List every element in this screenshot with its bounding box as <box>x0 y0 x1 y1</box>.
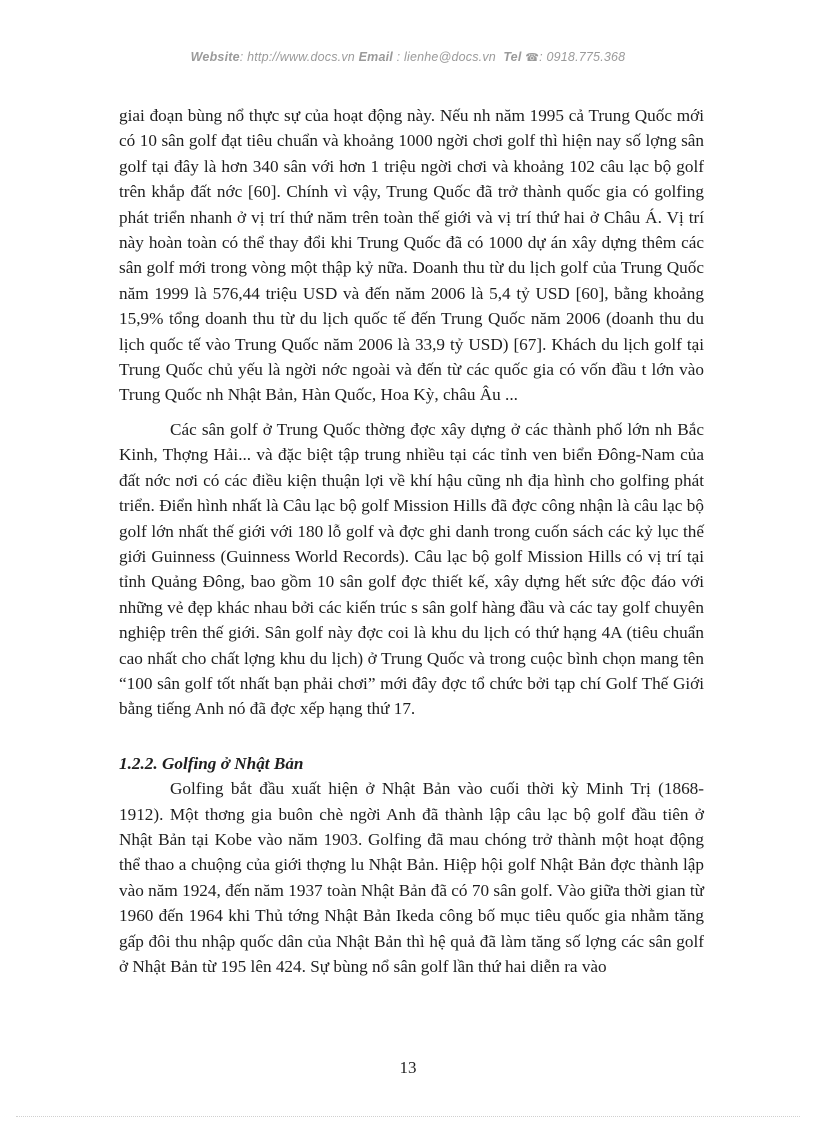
tel-label: Tel <box>503 50 522 64</box>
paragraph-2: Các sân golf ở Trung Quốc thờng đợc xây dựng ở các thành phố lớn nh Bắc Kinh, Thợng Hải... và đặc biệt tập trung nhiều tại các tỉnh ven biển Đông-Nam của đất nớc nơi có các điều kiện thuận lợi về khí hậu cũng nh địa hình cho golfing phát triển. Điển hình nhất là Câu lạc bộ golf Mission Hills đã đợc công nhận là câu lạc bộ golf lớn nhất thế giới với 180 lỗ golf và đợc ghi danh trong cuốn sách các kỷ lục thế giới Guinness (Guinness World Records). Câu lạc bộ golf Mission Hills có vị trí tại tỉnh Quảng Đông, bao gồm 10 sân golf đợc thiết kế, xây dựng hết sức độc đáo với những vẻ đẹp khác nhau bởi các kiến trúc s sân golf hàng đầu và các tay golf chuyên nghiệp trên thế giới. Sân golf này đợc coi là khu du lịch có thứ hạng 4A (tiêu chuẩn cao nhất cho chất lợng khu du lịch) ở Trung Quốc và trong cuộc bình chọn mang tên “100 sân golf tốt nhất bạn phải chơi” mới đây đợc tổ chức bởi tạp chí Golf Thế Giới bằng tiếng Anh nó đã đợc xếp hạng thứ 17. <box>119 419 704 719</box>
email-label: Email <box>358 50 393 64</box>
section-heading: 1.2.2. Golfing ở Nhật Bản <box>119 753 304 773</box>
website-label: Website <box>190 50 240 64</box>
website-url[interactable]: : http://www.docs.vn <box>239 50 355 64</box>
page-header <box>0 50 816 64</box>
email-address[interactable]: : lienhe@docs.vn <box>396 50 496 64</box>
paragraph-1: giai đoạn bùng nổ thực sự của hoạt động này. Nếu nh năm 1995 cả Trung Quốc mới có 10 sân golf đạt tiêu chuẩn và khoảng 1000 ngời chơi golf thì hiện nay số lợng sân golf tại đây là hơn 340 sân với hơn 1 triệu ngời chơi và khoảng 102 câu lạc bộ golf trên khắp đất nớc [60]. Chính vì vậy, Trung Quốc đã trở thành quốc gia có golfing phát triển nhanh ở vị trí thứ năm trên toàn thế giới và vị trí thứ hai ở Châu Á. Vị trí này hoàn toàn có thể thay đổi khi Trung Quốc đã có 1000 dự án xây dựng thêm các sân golf mới trong vòng một thập kỷ nữa. Doanh thu từ du lịch golf của Trung Quốc năm 1999 là 576,44 triệu USD và đến năm 2006 là 5,4 tỷ USD [60], bằng khoảng 15,9% tổng doanh thu từ du lịch quốc tế đến Trung Quốc năm 2006 (doanh thu du lịch quốc tế vào Trung Quốc năm 2006 là 33,9 tỷ USD) [67]. Khách du lịch golf tại Trung Quốc chủ yếu là ngời nớc ngoài và đến từ các quốc gia có vốn đầu t lớn vào Trung Quốc nh Nhật Bản, Hàn Quốc, Hoa Kỳ, châu Âu ... <box>119 106 704 405</box>
phone-icon: ☎ <box>525 52 540 64</box>
page-number: 13 <box>399 1058 417 1077</box>
bottom-divider <box>16 1116 800 1117</box>
document-body <box>119 103 704 979</box>
phone-number: : 0918.775.368 <box>539 50 626 64</box>
paragraph-3: Golfing bắt đầu xuất hiện ở Nhật Bản vào cuối thời kỳ Minh Trị (1868-1912). Một thơng gia buôn chè ngời Anh đã thành lập câu lạc bộ golf đầu tiên ở Nhật Bản tại Kobe vào năm 1903. Golfing đã mau chóng trở thành một hoạt động thể thao a chuộng của giới thợng lu Nhật Bản. Hiệp hội golf Nhật Bản đợc thành lập vào năm 1924, đến năm 1937 toàn Nhật Bản đã có 70 sân golf. Vào giữa thời gian từ 1960 đến 1964 khi Thủ tớng Nhật Bản Ikeda công bố mục tiêu quốc gia nhằm tăng gấp đôi thu nhập quốc dân của Nhật Bản thì hệ quả đã làm tăng số lợng các sân golf ở Nhật Bản từ 195 lên 424. Sự bùng nổ sân golf lần thứ hai diễn ra vào <box>119 779 704 976</box>
